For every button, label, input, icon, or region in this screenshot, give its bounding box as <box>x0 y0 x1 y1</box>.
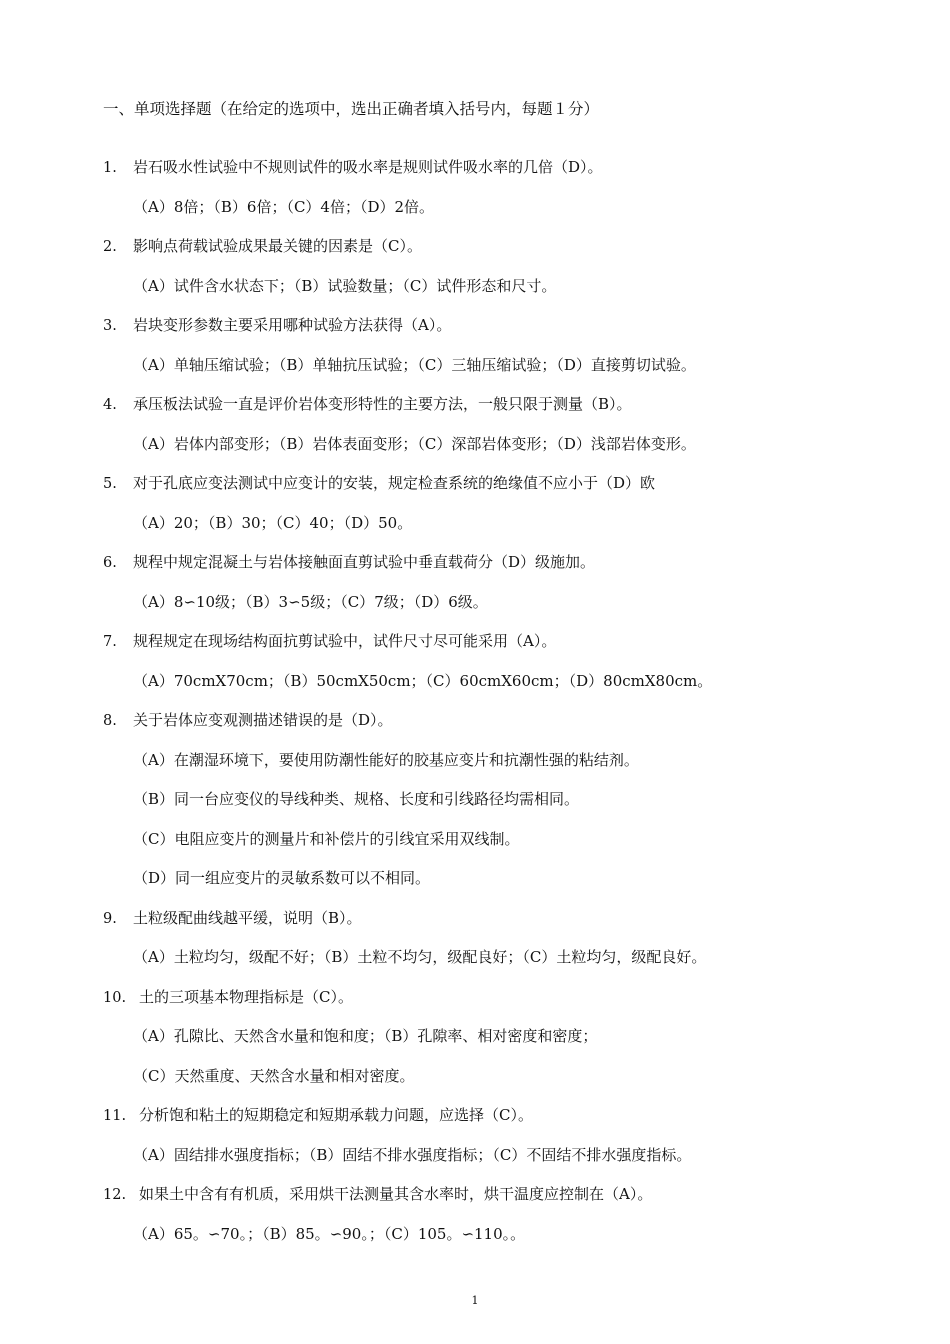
question-options: （A）8∽10级；（B）3∽5级；（C）7级；（D）6级。 <box>133 592 488 611</box>
question-2 <box>103 227 923 306</box>
question-number: 9. <box>103 910 117 927</box>
question-number: 1. <box>103 160 117 176</box>
question-number: 5. <box>103 476 117 492</box>
question-options: （A）20；（B）30；（C）40；（D）50。 <box>133 513 413 532</box>
question-number: 3. <box>103 318 117 334</box>
question-number: 12. <box>103 1187 127 1203</box>
question-option-d: （D）同一组应变片的灵敏系数可以不相同。 <box>133 869 431 887</box>
question-7 <box>103 622 923 701</box>
question-options: （A）70cmX70cm；（B）50cmX50cm；（C）60cmX60cm；（D）80cmX80cm。 <box>133 671 713 690</box>
question-6 <box>103 543 923 622</box>
question-stem: 土粒级配曲线越平缓，说明（B）。 <box>133 908 362 927</box>
question-5 <box>103 464 923 543</box>
question-number: 6. <box>103 555 117 571</box>
question-1 <box>103 148 923 227</box>
page-number: 1 <box>471 1294 479 1307</box>
question-options: （A）试件含水状态下；（B）试验数量；（C）试件形态和尺寸。 <box>133 276 557 295</box>
question-options: （A）岩体内部变形；（B）岩体表面变形；（C）深部岩体变形；（D）浅部岩体变形。 <box>133 434 696 453</box>
question-12 <box>103 1175 923 1254</box>
question-number: 7. <box>103 634 117 650</box>
question-options: （A）65。∽70。；（B）85。∽90。；（C）105。∽110。。 <box>133 1224 526 1243</box>
question-options: （A）土粒均匀，级配不好；（B）土粒不均匀，级配良好；（C）土粒均匀，级配良好。 <box>133 948 707 966</box>
question-stem: 规程规定在现场结构面抗剪试验中，试件尺寸尽可能采用（A）。 <box>133 632 557 650</box>
section-title: 一、单项选择题（在给定的选项中，选出正确者填入括号内，每题１分） <box>103 100 600 118</box>
question-number: 4. <box>103 397 117 413</box>
question-stem: 对于孔底应变法测试中应变计的安装，规定检查系统的绝缘值不应小于（D）欧 <box>133 474 656 492</box>
question-stem: 影响点荷载试验成果最关键的因素是（C）。 <box>133 237 422 255</box>
question-stem: 规程中规定混凝土与岩体接触面直剪试验中垂直载荷分（D）级施加。 <box>133 553 596 571</box>
question-options: （A）8倍；（B）6倍；（C）4倍；（D）2倍。 <box>133 197 435 216</box>
question-stem: 承压板法试验一直是评价岩体变形特性的主要方法，一般只限于测量（B）。 <box>133 395 632 413</box>
question-3 <box>103 306 923 385</box>
question-stem: 岩石吸水性试验中不规则试件的吸水率是规则试件吸水率的几倍（D）。 <box>133 158 603 176</box>
question-8 <box>103 701 923 899</box>
question-options-line-1: （A）孔隙比、天然含水量和饱和度；（B）孔隙率、相对密度和密度； <box>133 1027 598 1045</box>
question-option-c: （C）电阻应变片的测量片和补偿片的引线宜采用双线制。 <box>133 829 520 848</box>
question-number: 11. <box>103 1108 127 1124</box>
question-option-b: （B）同一台应变仪的导线种类、规格、长度和引线路径均需相同。 <box>133 790 580 808</box>
question-options: （A）单轴压缩试验；（B）单轴抗压试验；（C）三轴压缩试验；（D）直接剪切试验。 <box>133 355 696 374</box>
question-stem: 关于岩体应变观测描述错误的是（D）。 <box>133 711 393 729</box>
question-9 <box>103 899 923 978</box>
question-number: 2. <box>103 239 117 255</box>
question-list <box>103 148 923 1254</box>
question-10 <box>103 978 923 1097</box>
question-4 <box>103 385 923 464</box>
question-number: 10. <box>103 989 127 1006</box>
question-options-line-2: （C）天然重度、天然含水量和相对密度。 <box>133 1066 415 1085</box>
question-options: （A）固结排水强度指标；（B）固结不排水强度指标；（C）不固结不排水强度指标。 <box>133 1145 692 1164</box>
question-stem: 分析饱和粘土的短期稳定和短期承载力问题，应选择（C）。 <box>139 1106 533 1124</box>
question-option-a: （A）在潮湿环境下，要使用防潮性能好的胶基应变片和抗潮性强的粘结剂。 <box>133 750 639 769</box>
question-number: 8. <box>103 713 117 729</box>
question-stem: 土的三项基本物理指标是（C）。 <box>139 987 353 1006</box>
question-stem: 岩块变形参数主要采用哪种试验方法获得（A）。 <box>133 316 452 334</box>
question-stem: 如果土中含有有机质，采用烘干法测量其含水率时，烘干温度应控制在（A）。 <box>139 1185 653 1203</box>
question-11 <box>103 1096 923 1175</box>
